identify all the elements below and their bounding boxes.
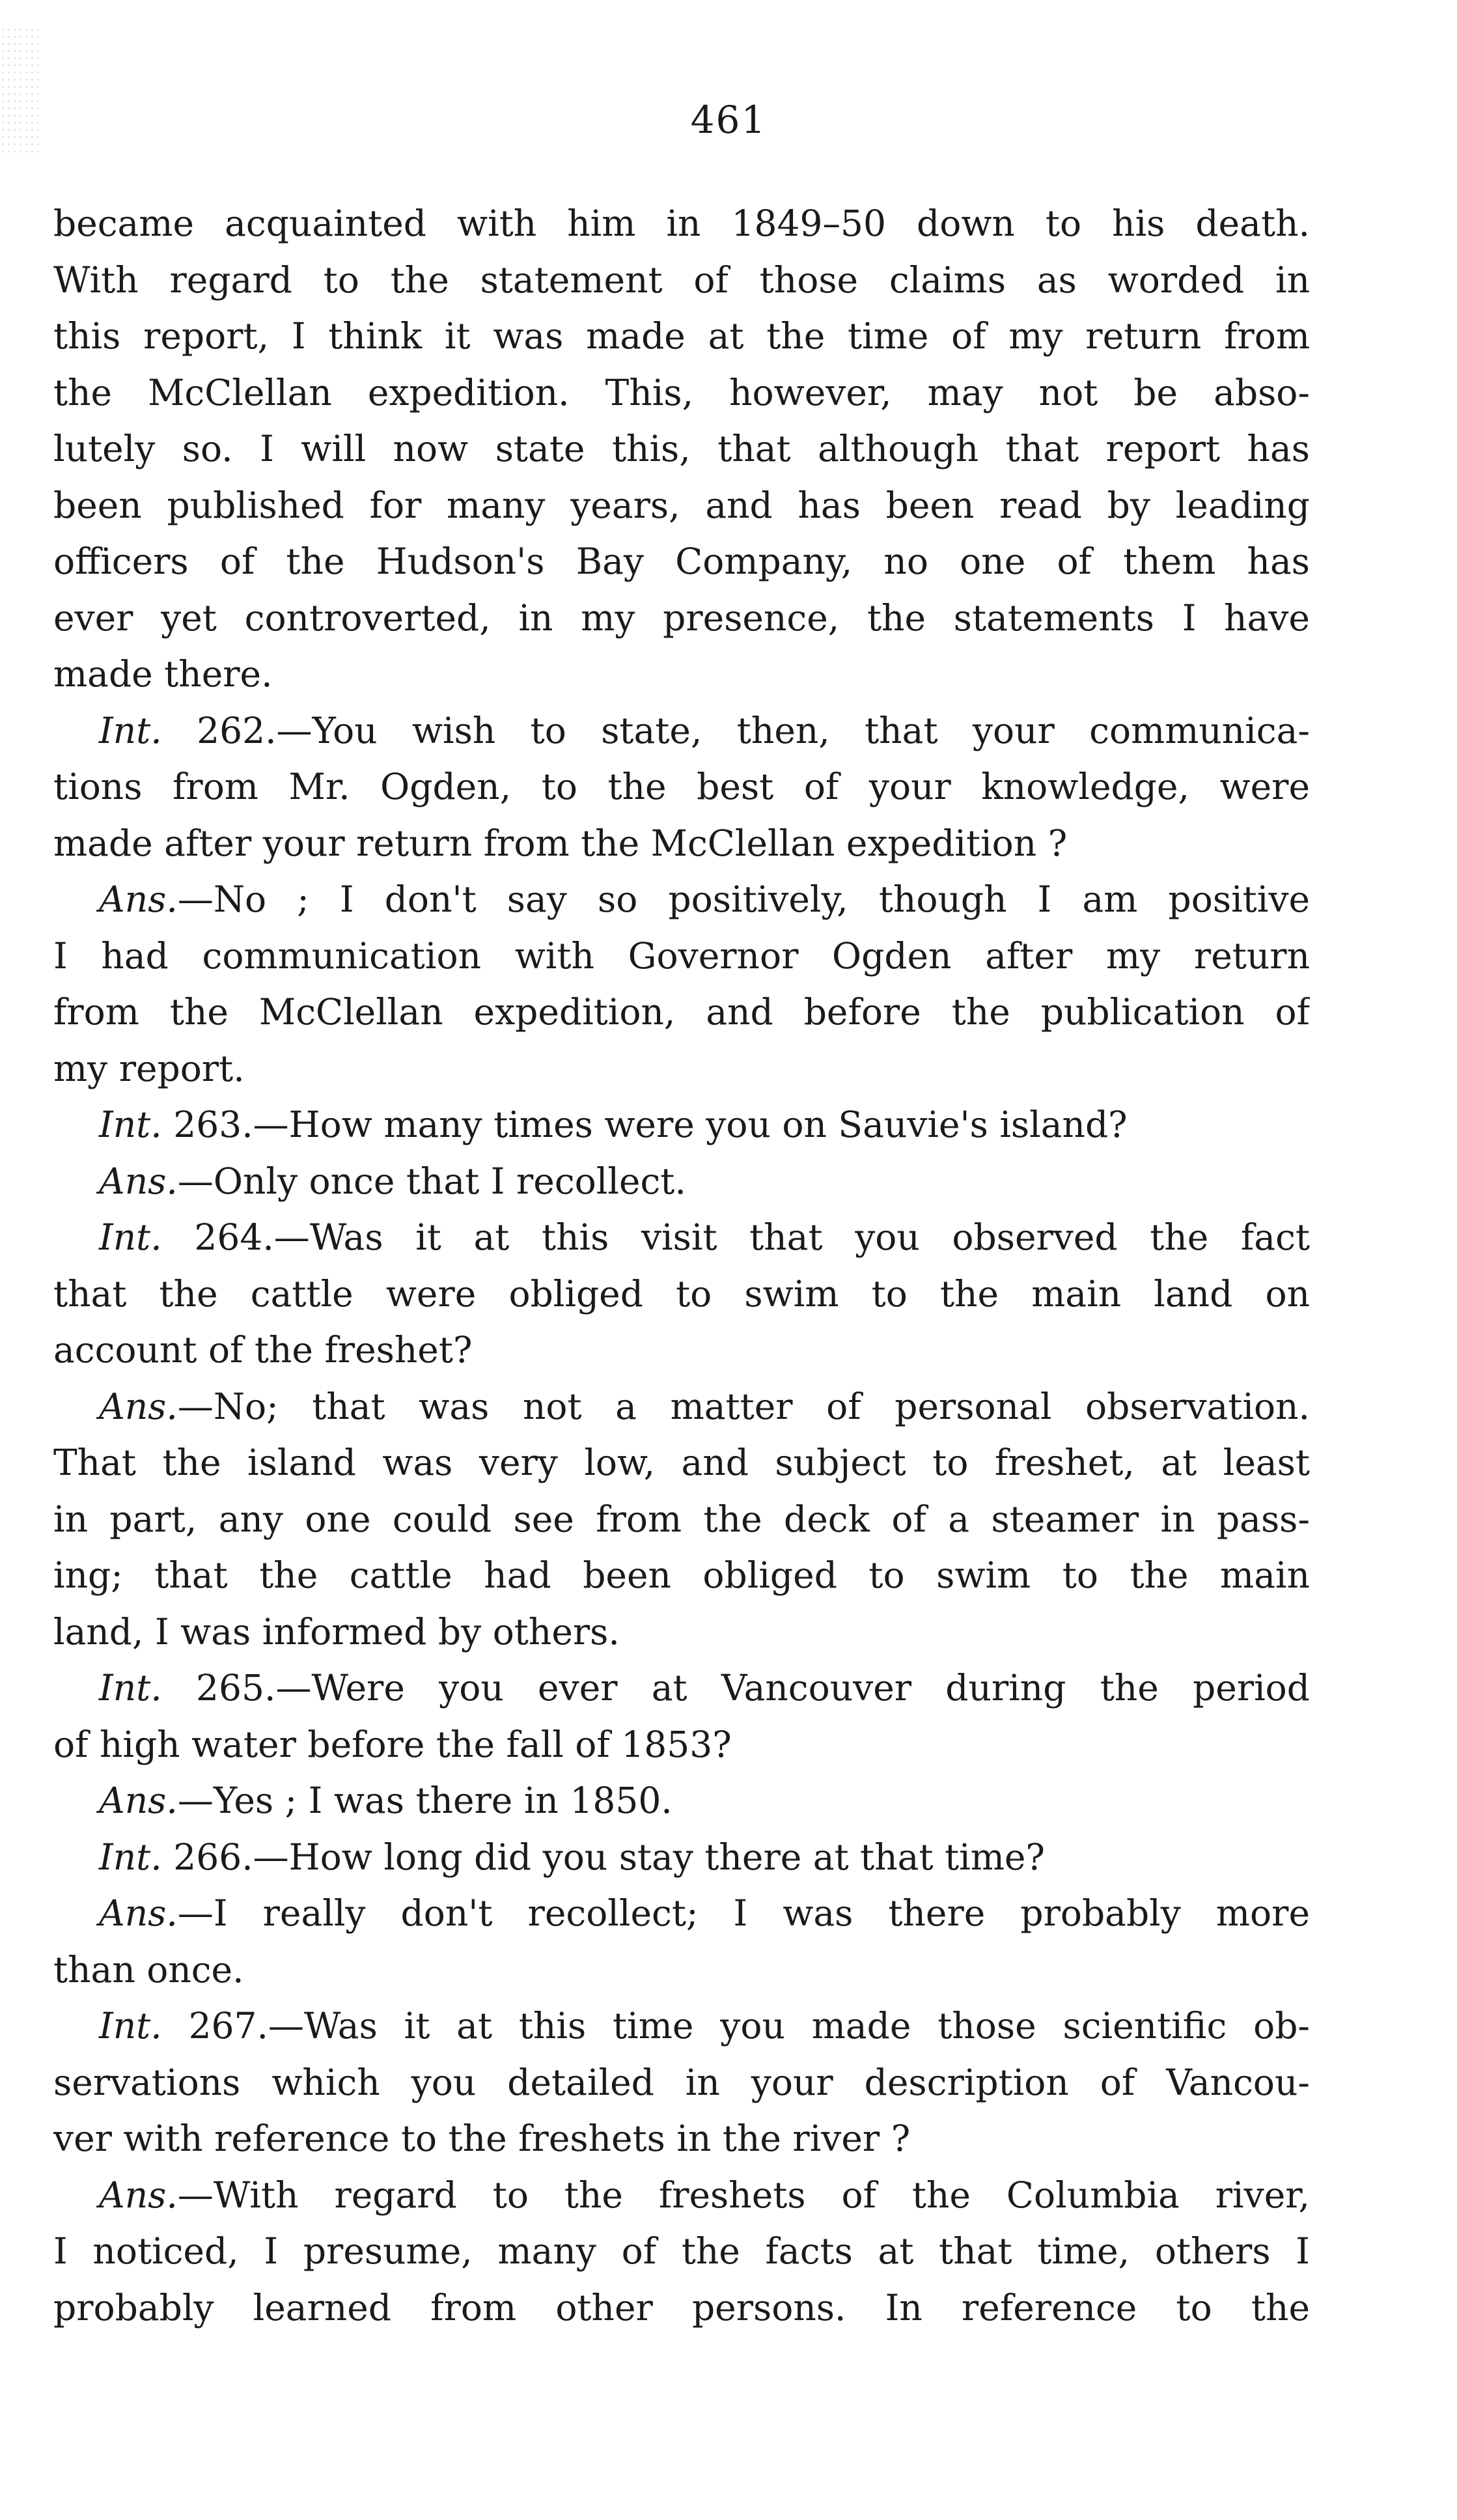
text-line: ever yet controverted, in my presence, the statements I have xyxy=(53,596,1310,639)
text-line: became acquainted with him in 1849–50 down to his death. xyxy=(53,203,1310,244)
ans-label: Ans. xyxy=(99,1385,178,1427)
text-run: —Yes ; I was there in 1850. xyxy=(177,1780,673,1821)
text-line: in part, any one could see from the deck of a steamer in pass- xyxy=(53,1498,1310,1540)
text-line: account of the freshet? xyxy=(53,1329,473,1371)
text-line: lutely so. I will now state this, that although that report has xyxy=(53,428,1310,469)
text-run: —No ; I don't say so positively, though I am positive xyxy=(177,878,1310,920)
text-line: probably learned from other persons. In reference to the xyxy=(53,2286,1310,2329)
int-label: Int. xyxy=(99,709,162,751)
ans-label: Ans. xyxy=(99,2174,178,2216)
interrogatory-263 xyxy=(53,1097,1310,1153)
ans-label: Ans. xyxy=(99,1892,178,1934)
text-line: this report, I think it was made at the time of my return from xyxy=(53,315,1310,357)
text-line: land, I was informed by others. xyxy=(53,1610,620,1653)
text-run: —I really don't recollect; I was there probably more xyxy=(177,1892,1310,1934)
text-line: servations which you detailed in your description of Vancou- xyxy=(53,2061,1310,2103)
text-run: 265.—Were you ever at Vancouver during the period xyxy=(161,1667,1310,1709)
int-label: Int. xyxy=(99,1667,162,1709)
text-line: ing; that the cattle had been obliged to swim to the main xyxy=(53,1554,1310,1596)
text-line: With regard to the statement of those claims as worded in xyxy=(53,259,1310,301)
text-run: —With regard to the freshets of the Columbia river, xyxy=(177,2174,1310,2216)
answer-262 xyxy=(53,871,1310,928)
answer-266 xyxy=(53,1885,1310,1942)
text-line: I had communication with Governor Ogden after my return xyxy=(53,934,1310,977)
answer-265 xyxy=(53,1772,1310,1829)
text-run: 262.—You wish to state, then, that your communica- xyxy=(161,709,1310,751)
text-run: 264.—Was it at this visit that you observed the fact xyxy=(161,1216,1310,1258)
answer-263 xyxy=(53,1153,1310,1210)
int-label: Int. xyxy=(99,2005,162,2047)
ans-label: Ans. xyxy=(99,1160,178,1202)
interrogatory-262 xyxy=(53,703,1310,759)
answer-264 xyxy=(53,1379,1310,1435)
text-line: that the cattle were obliged to swim to the main land on xyxy=(53,1272,1310,1315)
text-line: made there. xyxy=(53,653,273,695)
text-line: than once. xyxy=(53,1948,244,1991)
ans-label: Ans. xyxy=(99,878,178,920)
text-line: I noticed, I presume, many of the facts at that time, others I xyxy=(53,2230,1310,2272)
text-line: made after your return from the McClellan expedition ? xyxy=(53,822,1068,864)
text-run: 266.—How long did you stay there at that time? xyxy=(161,1836,1045,1878)
text-line: from the McClellan expedition, and before the publication of xyxy=(53,991,1310,1033)
ans-label: Ans. xyxy=(99,1780,178,1821)
page-number: 461 xyxy=(690,98,767,142)
text-line: my report. xyxy=(53,1047,245,1089)
text-line: officers of the Hudson's Bay Company, no one of them has xyxy=(53,540,1310,582)
text-body xyxy=(53,195,1310,2336)
interrogatory-267 xyxy=(53,1998,1310,2054)
text-run: —Only once that I recollect. xyxy=(177,1160,686,1202)
text-run: 267.—Was it at this time you made those scientific ob- xyxy=(161,2005,1310,2047)
text-line: the McClellan expedition. This, however, may not be abso- xyxy=(53,371,1310,413)
interrogatory-266 xyxy=(53,1829,1310,1886)
text-line: been published for many years, and has been read by leading xyxy=(53,484,1310,526)
text-line: tions from Mr. Ogden, to the best of your knowledge, were xyxy=(53,766,1310,807)
answer-267 xyxy=(53,2167,1310,2224)
text-run: —No; that was not a matter of personal observation. xyxy=(177,1385,1310,1427)
interrogatory-265 xyxy=(53,1660,1310,1716)
int-label: Int. xyxy=(99,1836,162,1878)
int-label: Int. xyxy=(99,1216,162,1258)
int-label: Int. xyxy=(99,1104,162,1145)
interrogatory-264 xyxy=(53,1209,1310,1266)
text-line: of high water before the fall of 1853? xyxy=(53,1723,732,1765)
text-run: 263.—How many times were you on Sauvie's island? xyxy=(161,1104,1128,1145)
text-line: ver with reference to the freshets in the river ? xyxy=(53,2118,911,2159)
text-line: That the island was very low, and subject to freshet, at least xyxy=(53,1442,1310,1483)
